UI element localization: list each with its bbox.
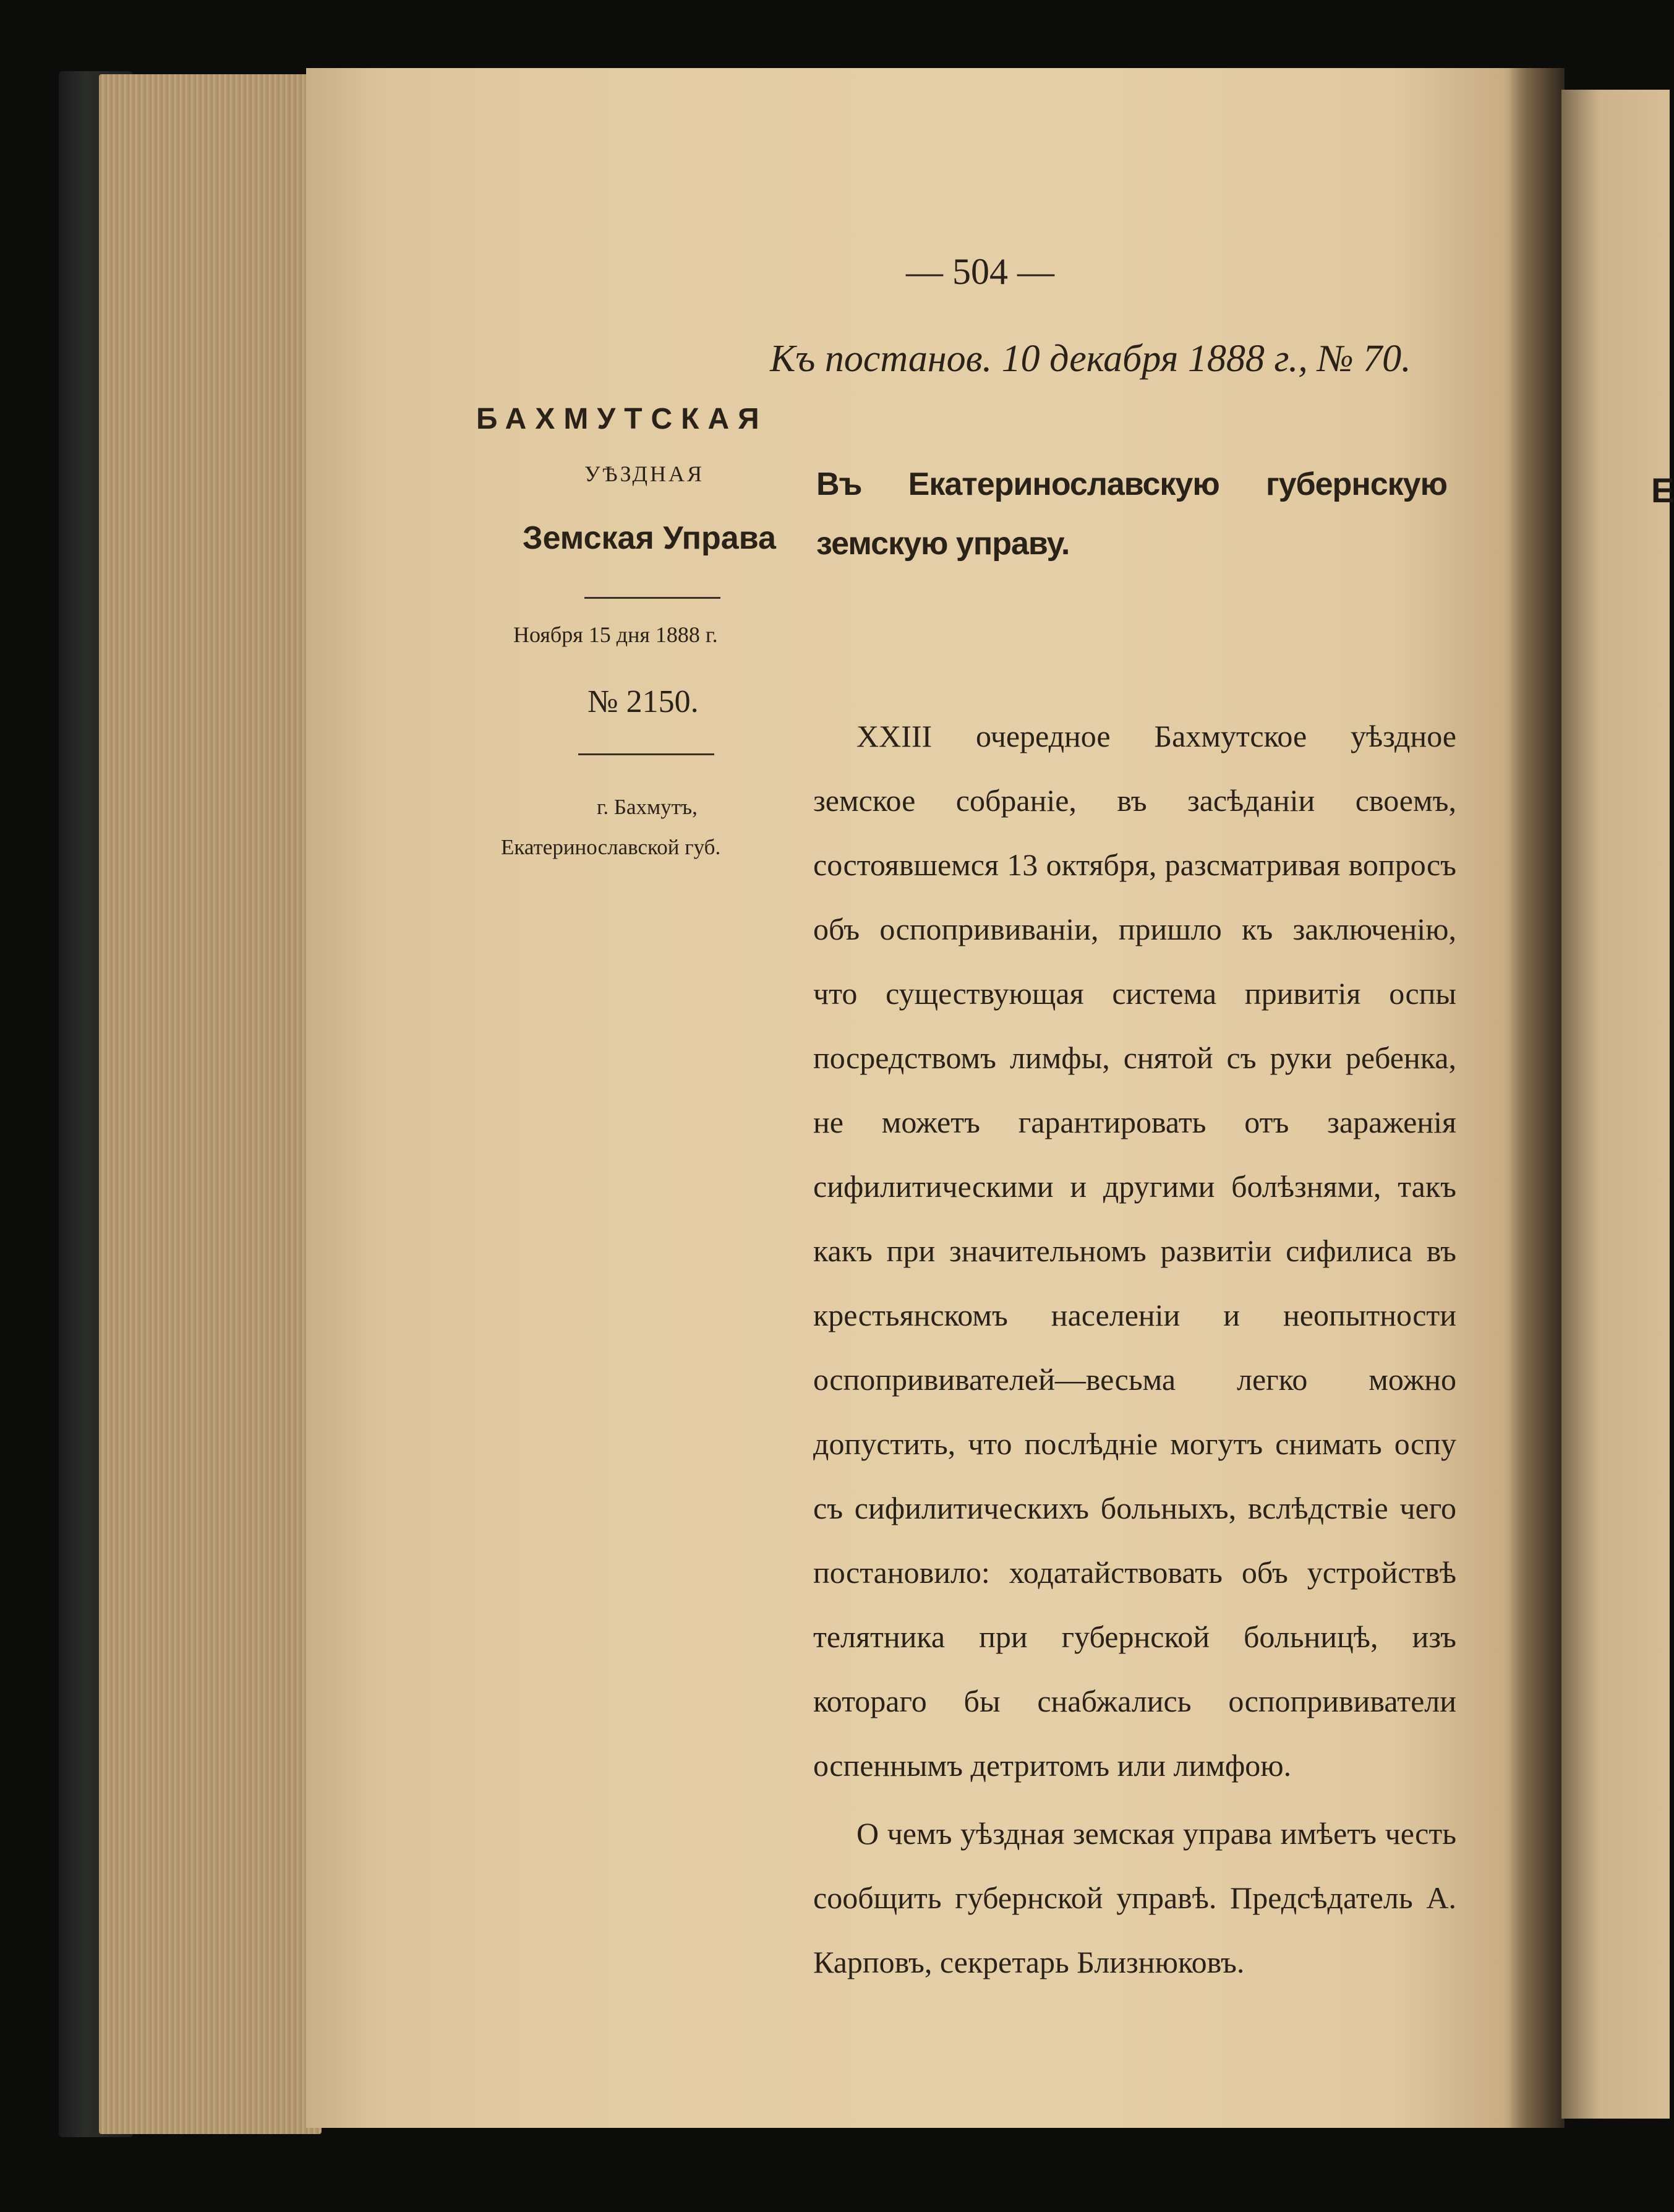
sender-district: БАХМУТСКАЯ xyxy=(476,403,768,435)
sender-uezd: УѢЗДНАЯ xyxy=(584,461,705,486)
decree-reference: Къ постанов. 10 декабря 1888 г., № 70. xyxy=(770,338,1411,380)
letter-body xyxy=(813,704,1456,1994)
page-number: — 504 — xyxy=(906,251,1054,292)
page-stack-edge xyxy=(99,74,322,2134)
body-paragraph: О чемъ уѣздная земская управа имѣетъ честь сообщить губернской управѣ. Предсѣдатель А. Карповъ, секретарь Близнюковъ. xyxy=(813,1816,1456,1979)
letter-date: Ноября 15 дня 1888 г. xyxy=(513,622,718,647)
divider-rule xyxy=(584,597,720,599)
body-paragraph: XXIII очередное Бахмутское уѣздное земское собраніе, въ засѣданіи своемъ, состоявшемся 13 октября, разсматривая вопросъ объ оспопрививаніи, пришло къ заключенію, что существующая система привитія оспы посредствомъ лимфы, снятой съ руки ребенка, не можетъ гарантировать отъ зараженія сифилитическими и другими болѣзнями, такъ какъ при значительномъ развитіи сифилиса въ крестьянскомъ населеніи и неопытности оспопрививателей—весьма легко можно допустить, что послѣдніе могутъ снимать оспу съ сифилитическихъ больныхъ, вслѣдствіе чего постановило: ходатайствовать объ устройствѣ телятника при губернской больницѣ, изъ котораго бы снабжались оспопрививатели оспеннымъ детритомъ или лимфою. xyxy=(813,719,1456,1783)
divider-rule xyxy=(578,753,714,755)
sender-province: Екатеринославской губ. xyxy=(501,835,721,859)
book-gutter xyxy=(1509,68,1565,2128)
addressee-heading: Въ Екатеринославскую губернскую земскую управу. xyxy=(816,466,1447,562)
adjacent-page-letter: Е xyxy=(1651,471,1674,510)
sender-city: г. Бахмутъ, xyxy=(597,795,698,819)
sender-board: Земская Управа xyxy=(523,520,776,556)
adjacent-page xyxy=(1561,90,1674,2119)
letter-number: № 2150. xyxy=(587,684,699,719)
